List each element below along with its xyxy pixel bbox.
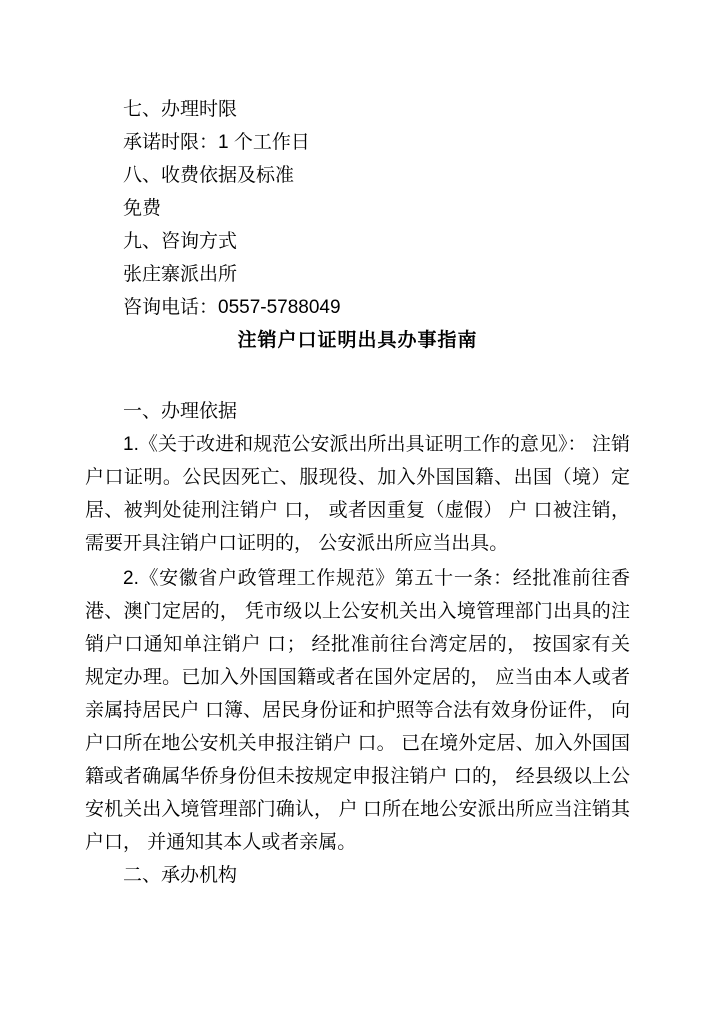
legal-basis-paragraph-2: 2.《安徽省户政管理工作规范》第五十一条：经批准前往香港、澳门定居的， 凭市级以上公安机关出入境管理部门出具的注销户口通知单注销户 口； 经批准前往台湾定居的， 按国家有关规定办理。已加入外国国籍或者在国外定居的， 应当由本人或者亲属持居民户 口簿、居民身份证和护照等合法有效身份证件， 向户口所在地公安机关申报注销户 口。 已在境外定居、加入外国国籍或者确属华侨身份但未按规定申报注销户 口的， 经县级以上公安机关出入境管理部门确认， 户 口所在地公安派出所应当注销其户口， 并通知其本人或者亲属。 xyxy=(85,568,630,853)
section-heading-processing-time: 七、办理时限 xyxy=(123,99,238,120)
fee-free-line: 免费 xyxy=(123,198,162,219)
section-heading-undertaking-agency: 二、承办机构 xyxy=(123,865,238,886)
section-heading-legal-basis: 一、办理依据 xyxy=(123,401,238,422)
guide-body-section xyxy=(85,395,636,892)
section-heading-consultation: 九、咨询方式 xyxy=(123,231,238,252)
promised-time-line: 承诺时限：1 个工作日 xyxy=(123,132,310,153)
section-heading-fees: 八、收费依据及标准 xyxy=(123,165,295,186)
previous-guide-tail-section xyxy=(85,93,630,324)
police-station-line: 张庄寨派出所 xyxy=(123,264,238,285)
document-title: 注销户口证明出具办事指南 xyxy=(237,330,478,351)
legal-basis-paragraph-1: 1.《关于改进和规范公安派出所出具证明工作的意见》： 注销户口证明。公民因死亡、服现役、加入外国国籍、出国（境）定居、被判处徒刑注销户 口， 或者因重复（虚假） 户 口被注销， 需要开具注销户口证明的， 公安派出所应当出具。 xyxy=(85,434,636,554)
consultation-phone-line: 咨询电话：0557-5788049 xyxy=(123,297,341,318)
